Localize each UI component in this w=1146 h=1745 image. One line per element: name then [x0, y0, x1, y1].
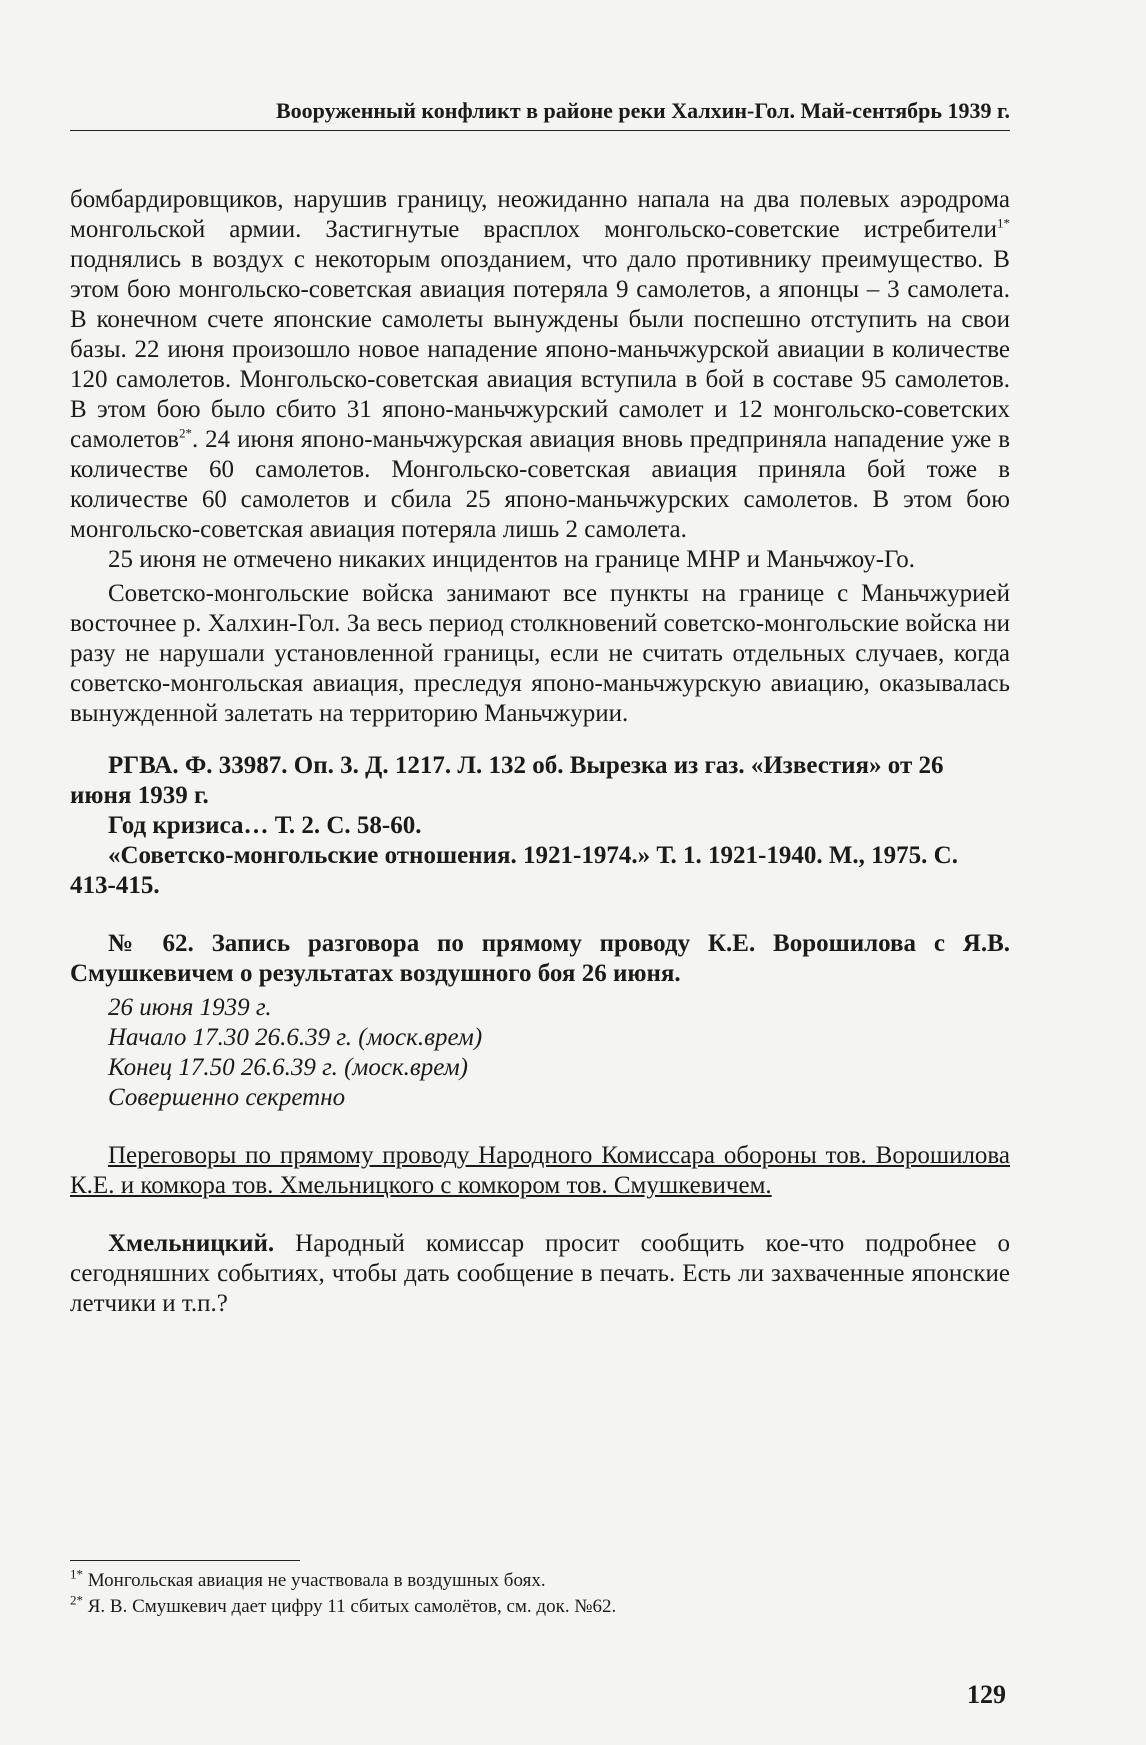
document-classification: Совершенно секретно [108, 1084, 346, 1111]
document-end-time: Конец 17.50 26.6.39 г. (моск.врем) [108, 1054, 468, 1081]
document-start-time: Начало 17.30 26.6.39 г. (моск.врем) [108, 1024, 483, 1051]
footnote-text-2: Я. В. Смушкевич дает цифру 11 сбитых самолётов, см. док. №62. [87, 1596, 617, 1617]
footnote-mark-1: 1* [70, 1566, 83, 1582]
source-1: РГВА. Ф. 33987. Оп. 3. Д. 1217. Л. 132 об. Вырезка из газ. «Известия» от 26 июня 1939 г. [70, 752, 944, 809]
source-list [70, 751, 1010, 901]
paragraph-1-part-a: бомбардировщиков, нарушив границу, неожиданно напала на два полевых аэродрома монгольской армии. Застигнутые врасплох монгольско-советские истребители [70, 186, 1010, 243]
footnote-1 [70, 1568, 1010, 1594]
document-intro: Переговоры по прямому проводу Народного Комиссара обороны тов. Ворошилова К.Е. и комкора тов. Хмельницкого с комкором тов. Смушкевичем. [70, 1142, 1010, 1199]
document-date: 26 июня 1939 г. [108, 994, 272, 1021]
source-2: Год кризиса… Т. 2. С. 58-60. [108, 812, 422, 839]
speech-paragraph [70, 1229, 1010, 1319]
document-meta [70, 993, 1010, 1113]
footnote-ref-2[interactable]: 2* [178, 425, 192, 441]
paragraph-1 [70, 185, 1010, 545]
page-number: 129 [967, 1680, 1006, 1709]
paragraph-2: 25 июня не отмечено никаких инцидентов на границе МНР и Маньчжоу-Го. [108, 546, 916, 573]
source-3: «Советско-монгольские отношения. 1921-1974.» Т. 1. 1921-1940. М., 1975. С. 413-415. [70, 842, 958, 899]
speaker-name: Хмельницкий. [108, 1230, 275, 1257]
paragraph-1-part-c: . 24 июня японо-маньчжурская авиация вновь предприняла нападение уже в количестве 60 самолетов. Монгольско-советская авиация приняла бой тоже в количестве 60 самолетов и сбила 25 японо-маньчжурских самолетов. В этом бою монгольско-советская авиация потеряла лишь 2 самолета. [70, 426, 1010, 543]
footnote-mark-2: 2* [70, 1592, 83, 1608]
footnotes [70, 1568, 1010, 1620]
paragraph-3: Советско-монгольские войска занимают все пункты на границе с Маньчжурией восточнее р. Халхин-Гол. За весь период столкновений советско-монгольские войска ни разу не нарушали установленной границы, если не считать отдельных случаев, когда советско-монгольская авиация, преследуя японо-маньчжурскую авиацию, оказывалась вынужденной залетать на территорию Маньчжурии. [70, 580, 1010, 727]
footnote-ref-1[interactable]: 1* [997, 215, 1010, 231]
footnote-2 [70, 1594, 1010, 1620]
footnote-text-1: Монгольская авиация не участвовала в воздушных боях. [87, 1570, 546, 1591]
page-body [70, 185, 1010, 1319]
running-header: Вооруженный конфликт в районе реки Халхин-Гол. Май-сентябрь 1939 г. [70, 98, 1010, 131]
paragraph-1-part-b: поднялись в воздух с некоторым опозданием, что дало противнику преимущество. В этом бою монгольско-советская авиация потеряла 9 самолетов, а японцы – 3 самолета. В конечном счете японские самолеты вынуждены были поспешно отступить на свои базы. 22 июня произошло новое нападение японо-маньчжурской авиации в количестве 120 самолетов. Монгольско-советская авиация вступила в бой в составе 95 самолетов. В этом бою было сбито 31 японо-маньчжурский самолет и 12 монгольско-советских самолетов [70, 246, 1010, 453]
footnote-divider [70, 1560, 300, 1561]
document-title: № 62. Запись разговора по прямому проводу К.Е. Ворошилова с Я.В. Смушкевичем о результатах воздушного боя 26 июня. [70, 930, 1010, 987]
speech-text: Народный комиссар просит сообщить кое-что подробнее о сегодняшних событиях, чтобы дать сообщение в печать. Есть ли захваченные японские летчики и т.п.? [70, 1230, 1010, 1317]
